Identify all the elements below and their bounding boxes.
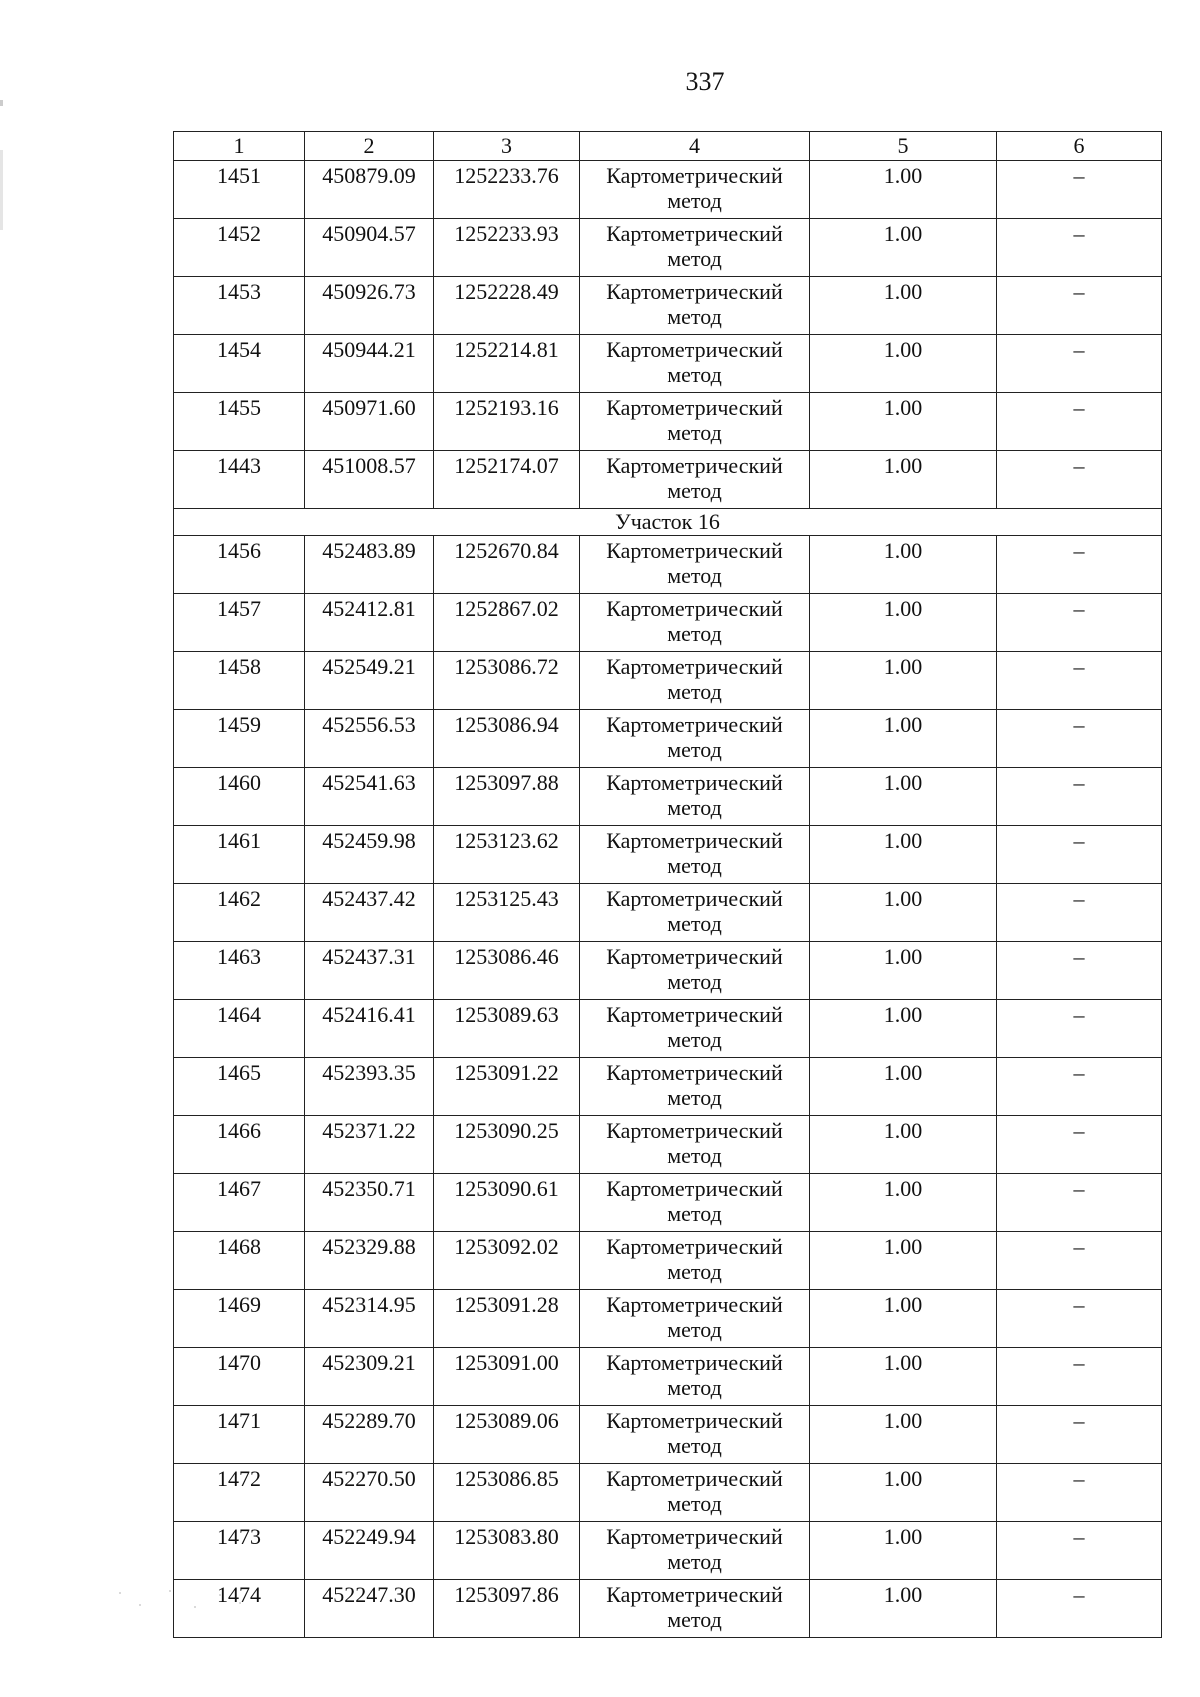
accuracy-cell: 1.00 — [810, 594, 997, 652]
description-cell: – — [997, 393, 1162, 451]
method-cell: Картометрический метод — [580, 826, 810, 884]
column-header: 5 — [810, 132, 997, 161]
table-row — [174, 277, 1162, 335]
description-cell: – — [997, 451, 1162, 509]
table-row — [174, 884, 1162, 942]
y-coordinate-cell: 1253083.80 — [434, 1522, 580, 1580]
accuracy-cell: 1.00 — [810, 1348, 997, 1406]
description-cell: – — [997, 884, 1162, 942]
y-coordinate-cell: 1253090.25 — [434, 1116, 580, 1174]
description-cell: – — [997, 594, 1162, 652]
method-cell: Картометрический метод — [580, 335, 810, 393]
x-coordinate-cell: 452350.71 — [305, 1174, 434, 1232]
table-row — [174, 393, 1162, 451]
table-row — [174, 161, 1162, 219]
column-header: 1 — [174, 132, 305, 161]
column-header: 2 — [305, 132, 434, 161]
point-number-cell: 1473 — [174, 1522, 305, 1580]
table-row — [174, 710, 1162, 768]
method-cell: Картометрический метод — [580, 1464, 810, 1522]
description-cell: – — [997, 1464, 1162, 1522]
point-number-cell: 1474 — [174, 1580, 305, 1638]
table-row — [174, 1464, 1162, 1522]
page-number: 337 — [685, 67, 725, 96]
table-row — [174, 1232, 1162, 1290]
description-cell: – — [997, 1232, 1162, 1290]
y-coordinate-cell: 1253097.88 — [434, 768, 580, 826]
x-coordinate-cell: 452541.63 — [305, 768, 434, 826]
scan-margin-mark — [0, 100, 3, 106]
accuracy-cell: 1.00 — [810, 1232, 997, 1290]
point-number-cell: 1461 — [174, 826, 305, 884]
point-number-cell: 1457 — [174, 594, 305, 652]
method-cell: Картометрический метод — [580, 1406, 810, 1464]
table-row — [174, 652, 1162, 710]
point-number-cell: 1468 — [174, 1232, 305, 1290]
description-cell: – — [997, 1522, 1162, 1580]
description-cell: – — [997, 1058, 1162, 1116]
description-cell: – — [997, 161, 1162, 219]
method-cell: Картометрический метод — [580, 1174, 810, 1232]
table-row — [174, 1406, 1162, 1464]
x-coordinate-cell: 451008.57 — [305, 451, 434, 509]
x-coordinate-cell: 452249.94 — [305, 1522, 434, 1580]
table-row — [174, 1000, 1162, 1058]
method-cell: Картометрический метод — [580, 768, 810, 826]
accuracy-cell: 1.00 — [810, 536, 997, 594]
accuracy-cell: 1.00 — [810, 1058, 997, 1116]
y-coordinate-cell: 1252233.93 — [434, 219, 580, 277]
method-cell: Картометрический метод — [580, 652, 810, 710]
description-cell: – — [997, 219, 1162, 277]
method-cell: Картометрический метод — [580, 1348, 810, 1406]
column-header: 3 — [434, 132, 580, 161]
table-body — [174, 132, 1162, 1638]
method-cell: Картометрический метод — [580, 710, 810, 768]
table-row — [174, 1522, 1162, 1580]
description-cell: – — [997, 1406, 1162, 1464]
y-coordinate-cell: 1253089.63 — [434, 1000, 580, 1058]
y-coordinate-cell: 1253091.00 — [434, 1348, 580, 1406]
point-number-cell: 1460 — [174, 768, 305, 826]
y-coordinate-cell: 1253092.02 — [434, 1232, 580, 1290]
column-header-row — [174, 132, 1162, 161]
x-coordinate-cell: 452459.98 — [305, 826, 434, 884]
accuracy-cell: 1.00 — [810, 826, 997, 884]
coordinates-table — [173, 131, 1162, 1638]
y-coordinate-cell: 1253125.43 — [434, 884, 580, 942]
y-coordinate-cell: 1253091.22 — [434, 1058, 580, 1116]
accuracy-cell: 1.00 — [810, 1406, 997, 1464]
point-number-cell: 1471 — [174, 1406, 305, 1464]
y-coordinate-cell: 1252228.49 — [434, 277, 580, 335]
description-cell: – — [997, 1174, 1162, 1232]
accuracy-cell: 1.00 — [810, 768, 997, 826]
x-coordinate-cell: 452270.50 — [305, 1464, 434, 1522]
y-coordinate-cell: 1253089.06 — [434, 1406, 580, 1464]
method-cell: Картометрический метод — [580, 161, 810, 219]
method-cell: Картометрический метод — [580, 1522, 810, 1580]
point-number-cell: 1465 — [174, 1058, 305, 1116]
y-coordinate-cell: 1253091.28 — [434, 1290, 580, 1348]
table-row — [174, 1174, 1162, 1232]
table-row — [174, 451, 1162, 509]
x-coordinate-cell: 452437.42 — [305, 884, 434, 942]
y-coordinate-cell: 1253086.94 — [434, 710, 580, 768]
point-number-cell: 1466 — [174, 1116, 305, 1174]
point-number-cell: 1453 — [174, 277, 305, 335]
accuracy-cell: 1.00 — [810, 1580, 997, 1638]
x-coordinate-cell: 450879.09 — [305, 161, 434, 219]
table-row — [174, 219, 1162, 277]
description-cell: – — [997, 277, 1162, 335]
table-row — [174, 536, 1162, 594]
x-coordinate-cell: 452483.89 — [305, 536, 434, 594]
accuracy-cell: 1.00 — [810, 335, 997, 393]
accuracy-cell: 1.00 — [810, 710, 997, 768]
x-coordinate-cell: 452549.21 — [305, 652, 434, 710]
method-cell: Картометрический метод — [580, 594, 810, 652]
x-coordinate-cell: 452416.41 — [305, 1000, 434, 1058]
point-number-cell: 1472 — [174, 1464, 305, 1522]
method-cell: Картометрический метод — [580, 1232, 810, 1290]
accuracy-cell: 1.00 — [810, 451, 997, 509]
method-cell: Картометрический метод — [580, 1580, 810, 1638]
method-cell: Картометрический метод — [580, 219, 810, 277]
x-coordinate-cell: 450944.21 — [305, 335, 434, 393]
point-number-cell: 1451 — [174, 161, 305, 219]
x-coordinate-cell: 452437.31 — [305, 942, 434, 1000]
y-coordinate-cell: 1252174.07 — [434, 451, 580, 509]
x-coordinate-cell: 450971.60 — [305, 393, 434, 451]
accuracy-cell: 1.00 — [810, 1464, 997, 1522]
point-number-cell: 1443 — [174, 451, 305, 509]
x-coordinate-cell: 452309.21 — [305, 1348, 434, 1406]
table-row — [174, 768, 1162, 826]
x-coordinate-cell: 450926.73 — [305, 277, 434, 335]
y-coordinate-cell: 1253097.86 — [434, 1580, 580, 1638]
accuracy-cell: 1.00 — [810, 1000, 997, 1058]
y-coordinate-cell: 1253086.85 — [434, 1464, 580, 1522]
method-cell: Картометрический метод — [580, 1058, 810, 1116]
accuracy-cell: 1.00 — [810, 277, 997, 335]
point-number-cell: 1459 — [174, 710, 305, 768]
table-row — [174, 1290, 1162, 1348]
x-coordinate-cell: 452412.81 — [305, 594, 434, 652]
x-coordinate-cell: 450904.57 — [305, 219, 434, 277]
description-cell: – — [997, 768, 1162, 826]
accuracy-cell: 1.00 — [810, 1290, 997, 1348]
description-cell: – — [997, 652, 1162, 710]
point-number-cell: 1467 — [174, 1174, 305, 1232]
point-number-cell: 1470 — [174, 1348, 305, 1406]
point-number-cell: 1469 — [174, 1290, 305, 1348]
point-number-cell: 1456 — [174, 536, 305, 594]
y-coordinate-cell: 1252233.76 — [434, 161, 580, 219]
description-cell: – — [997, 710, 1162, 768]
method-cell: Картометрический метод — [580, 942, 810, 1000]
scan-noise — [100, 1585, 250, 1615]
accuracy-cell: 1.00 — [810, 393, 997, 451]
method-cell: Картометрический метод — [580, 536, 810, 594]
x-coordinate-cell: 452247.30 — [305, 1580, 434, 1638]
x-coordinate-cell: 452289.70 — [305, 1406, 434, 1464]
table-row — [174, 1116, 1162, 1174]
method-cell: Картометрический метод — [580, 884, 810, 942]
point-number-cell: 1464 — [174, 1000, 305, 1058]
point-number-cell: 1455 — [174, 393, 305, 451]
scan-margin-mark — [0, 150, 3, 230]
point-number-cell: 1452 — [174, 219, 305, 277]
accuracy-cell: 1.00 — [810, 1116, 997, 1174]
point-number-cell: 1462 — [174, 884, 305, 942]
x-coordinate-cell: 452329.88 — [305, 1232, 434, 1290]
accuracy-cell: 1.00 — [810, 652, 997, 710]
y-coordinate-cell: 1253086.46 — [434, 942, 580, 1000]
method-cell: Картометрический метод — [580, 1000, 810, 1058]
accuracy-cell: 1.00 — [810, 1522, 997, 1580]
column-header: 4 — [580, 132, 810, 161]
point-number-cell: 1458 — [174, 652, 305, 710]
y-coordinate-cell: 1252214.81 — [434, 335, 580, 393]
description-cell: – — [997, 1000, 1162, 1058]
section-title: Участок 16 — [174, 509, 1162, 536]
accuracy-cell: 1.00 — [810, 1174, 997, 1232]
description-cell: – — [997, 1290, 1162, 1348]
description-cell: – — [997, 826, 1162, 884]
description-cell: – — [997, 1116, 1162, 1174]
table-row — [174, 942, 1162, 1000]
accuracy-cell: 1.00 — [810, 161, 997, 219]
point-number-cell: 1463 — [174, 942, 305, 1000]
y-coordinate-cell: 1252867.02 — [434, 594, 580, 652]
y-coordinate-cell: 1253123.62 — [434, 826, 580, 884]
table-row — [174, 1348, 1162, 1406]
accuracy-cell: 1.00 — [810, 884, 997, 942]
accuracy-cell: 1.00 — [810, 942, 997, 1000]
description-cell: – — [997, 1348, 1162, 1406]
y-coordinate-cell: 1253090.61 — [434, 1174, 580, 1232]
description-cell: – — [997, 1580, 1162, 1638]
table-row — [174, 826, 1162, 884]
section-header-row — [174, 509, 1162, 536]
y-coordinate-cell: 1253086.72 — [434, 652, 580, 710]
method-cell: Картометрический метод — [580, 1290, 810, 1348]
description-cell: – — [997, 942, 1162, 1000]
y-coordinate-cell: 1252670.84 — [434, 536, 580, 594]
description-cell: – — [997, 335, 1162, 393]
table-row — [174, 1058, 1162, 1116]
method-cell: Картометрический метод — [580, 451, 810, 509]
method-cell: Картометрический метод — [580, 277, 810, 335]
description-cell: – — [997, 536, 1162, 594]
method-cell: Картометрический метод — [580, 393, 810, 451]
method-cell: Картометрический метод — [580, 1116, 810, 1174]
x-coordinate-cell: 452393.35 — [305, 1058, 434, 1116]
column-header: 6 — [997, 132, 1162, 161]
table-row — [174, 594, 1162, 652]
accuracy-cell: 1.00 — [810, 219, 997, 277]
point-number-cell: 1454 — [174, 335, 305, 393]
x-coordinate-cell: 452556.53 — [305, 710, 434, 768]
x-coordinate-cell: 452314.95 — [305, 1290, 434, 1348]
table-row — [174, 1580, 1162, 1638]
x-coordinate-cell: 452371.22 — [305, 1116, 434, 1174]
y-coordinate-cell: 1252193.16 — [434, 393, 580, 451]
table-row — [174, 335, 1162, 393]
